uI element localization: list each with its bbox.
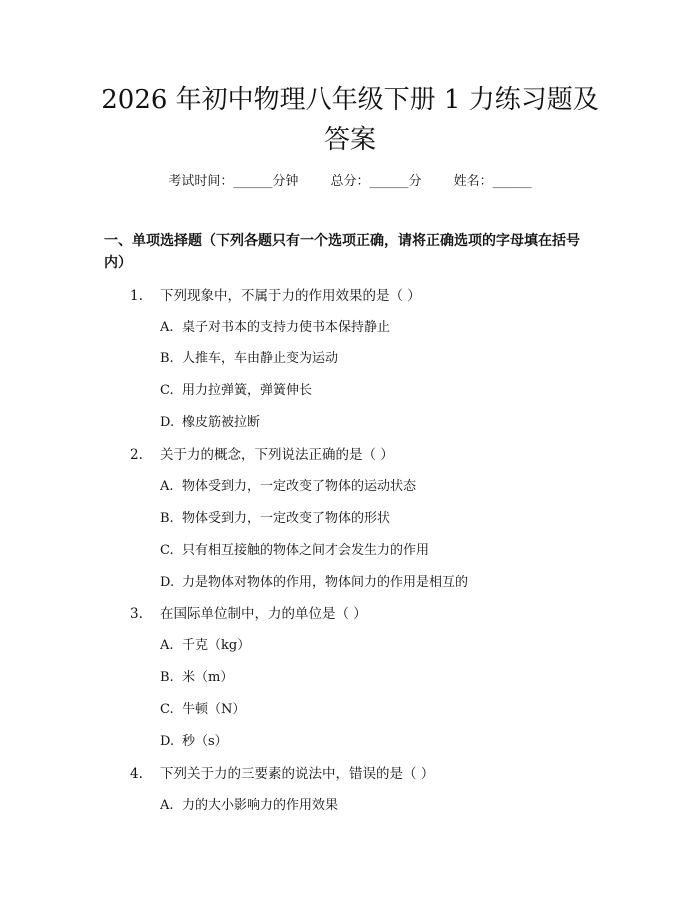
- question-number: 3.: [130, 606, 143, 622]
- option-letter: A.: [160, 479, 174, 494]
- option-letter: A.: [160, 320, 174, 335]
- option-text: 用力拉弹簧，弹簧伸长: [182, 383, 313, 398]
- option: [160, 507, 390, 526]
- option-letter: C.: [160, 543, 174, 558]
- question-number: 1.: [130, 288, 143, 304]
- option-text: 千克（kg）: [182, 638, 251, 653]
- option-text: 秒（s）: [182, 734, 228, 749]
- option-text: 橡皮筋被拉断: [182, 415, 261, 430]
- option-letter: B.: [160, 670, 174, 685]
- student-name: 姓名：______: [453, 174, 532, 189]
- option-text: 物体受到力，一定改变了物体的运动状态: [182, 479, 417, 494]
- option: [160, 634, 250, 653]
- option-text: 力的大小影响力的作用效果: [182, 798, 339, 813]
- question-3: [130, 602, 367, 622]
- question-number: 4.: [130, 766, 143, 782]
- option: [160, 475, 416, 494]
- option-text: 牛顿（N）: [182, 702, 246, 717]
- option: [160, 347, 338, 366]
- option-letter: B.: [160, 511, 174, 526]
- option-letter: B.: [160, 351, 174, 366]
- option-letter: D.: [160, 415, 175, 430]
- question-2: [130, 443, 394, 463]
- question-1: [130, 284, 421, 304]
- option: [160, 730, 228, 749]
- question-text: 在国际单位制中，力的单位是（ ）: [160, 606, 367, 622]
- option: [160, 316, 390, 335]
- document-title: 2026 年初中物理八年级下册 1 力练习题及答案: [101, 85, 599, 155]
- option-text: 物体受到力，一定改变了物体的形状: [182, 511, 391, 526]
- exam-time: 考试时间：______分钟: [168, 174, 299, 189]
- question-4: [130, 762, 434, 782]
- option-letter: D.: [160, 734, 175, 749]
- option-text: 桌子对书本的支持力使书本保持静止: [182, 320, 391, 335]
- option: [160, 379, 312, 398]
- exam-score: 总分：______分: [330, 174, 422, 189]
- option: [160, 571, 468, 590]
- option-text: 力是物体对物体的作用，物体间力的作用是相互的: [182, 575, 469, 590]
- question-text: 关于力的概念，下列说法正确的是（ ）: [160, 447, 394, 463]
- option-text: 米（m）: [182, 670, 234, 685]
- option: [160, 794, 338, 813]
- option-letter: A.: [160, 638, 174, 653]
- option-letter: A.: [160, 798, 174, 813]
- option-letter: D.: [160, 575, 175, 590]
- section-heading: 一、单项选择题（下列各题只有一个选项正确，请将正确选项的字母填在括号内）: [104, 233, 580, 271]
- option-text: 人推车，车由静止变为运动: [182, 351, 339, 366]
- option: [160, 666, 233, 685]
- option: [160, 411, 260, 430]
- option: [160, 539, 429, 558]
- exam-meta: [0, 170, 700, 189]
- question-text: 下列关于力的三要素的说法中，错误的是（ ）: [160, 766, 435, 782]
- option-text: 只有相互接触的物体之间才会发生力的作用: [182, 543, 430, 558]
- question-number: 2.: [130, 447, 143, 463]
- option-letter: C.: [160, 383, 174, 398]
- option: [160, 698, 245, 717]
- question-text: 下列现象中，不属于力的作用效果的是（ ）: [160, 288, 421, 304]
- option-letter: C.: [160, 702, 174, 717]
